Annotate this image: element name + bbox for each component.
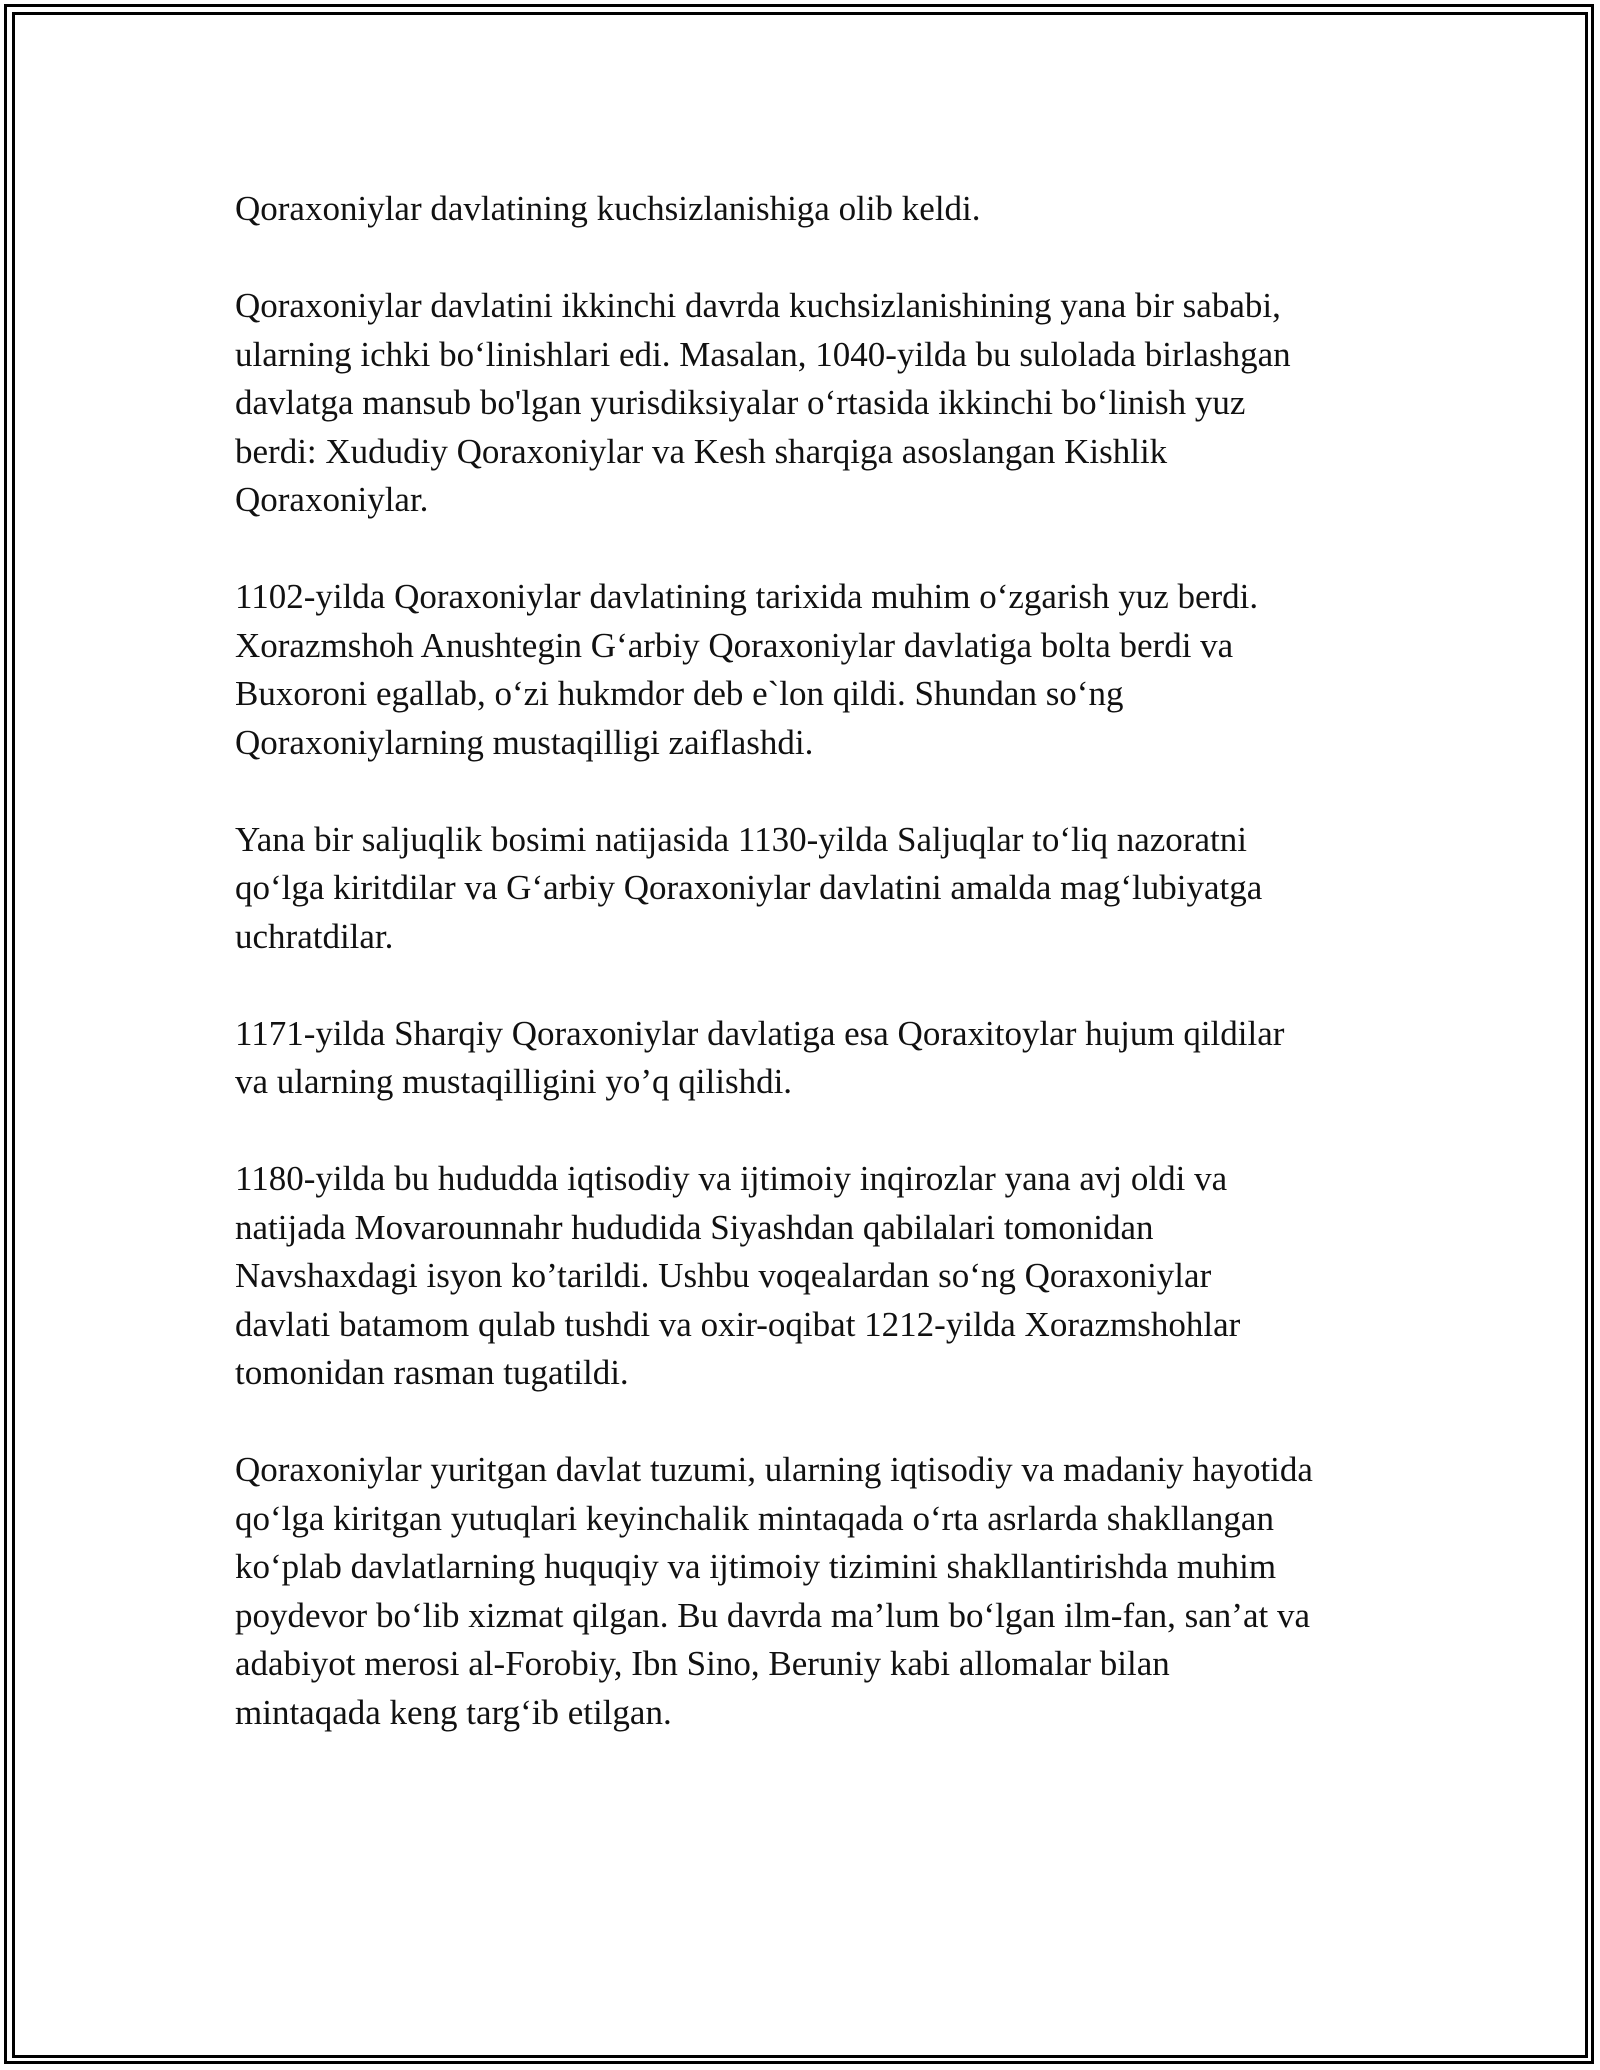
text-line: Qoraxoniylar yuritgan davlat tuzumi, ularning iqtisodiy va madaniy hayotida (235, 1450, 1313, 1489)
paragraph-6 (235, 1155, 1385, 1398)
text-line: uchratdilar. (235, 916, 394, 956)
text-line: 1102-yilda Qoraxoniylar davlatining tarixida muhim o‘zgarish yuz berdi. (235, 577, 1259, 616)
text-line: Yana bir saljuqlik bosimi natijasida 1130-yilda Saljuqlar to‘liq nazoratni (235, 819, 1247, 859)
text-line: va ularning mustaqilligini yo’q qilishdi. (235, 1062, 793, 1101)
text-line: qo‘lga kiritdilar va G‘arbiy Qoraxoniylar davlatini amalda mag‘lubiyatga (235, 868, 1263, 907)
paragraph-1 (235, 185, 1385, 234)
text-line: ko‘plab davlatlarning huquqiy va ijtimoiy tizimini shakllantirishda muhim (235, 1547, 1277, 1586)
text-line: 1180-yilda bu hududda iqtisodiy va ijtimoiy inqirozlar yana avj oldi va (235, 1159, 1228, 1198)
text-line: natijada Movarounnahr hududida Siyashdan qabilalari tomonidan (235, 1207, 1154, 1247)
paragraph-7 (235, 1446, 1385, 1737)
paragraph-3 (235, 573, 1385, 767)
text-line: tomonidan rasman tugatildi. (235, 1353, 629, 1392)
text-line: qo‘lga kiritgan yutuqlari keyinchalik mintaqada o‘rta asrlarda shakllangan (235, 1498, 1274, 1538)
text-line: poydevor bo‘lib xizmat qilgan. Bu davrda ma’lum bo‘lgan ilm-fan, san’at va (235, 1595, 1310, 1635)
text-line: Qoraxoniylar davlatini ikkinchi davrda kuchsizlanishining yana bir sababi, (235, 286, 1281, 325)
paragraph-2 (235, 282, 1385, 525)
text-line: davlati batamom qulab tushdi va oxir-oqibat 1212-yilda Xorazmshohlar (235, 1304, 1241, 1344)
text-line: 1171-yilda Sharqiy Qoraxoniylar davlatiga esa Qoraxitoylar hujum qildilar (235, 1013, 1285, 1053)
paragraph-5 (235, 1010, 1385, 1107)
paragraph-4 (235, 816, 1385, 962)
text-line: Navshaxdagi isyon ko’tarildi. Ushbu voqealardan so‘ng Qoraxoniylar (235, 1256, 1212, 1295)
document-body (235, 185, 1385, 1786)
text-line: Qoraxoniylar davlatining kuchsizlanishiga olib keldi. (235, 189, 981, 228)
text-line: ularning ichki bo‘linishlari edi. Masalan, 1040-yilda bu sulolada birlashgan (235, 334, 1291, 374)
text-line: Qoraxoniylar. (235, 480, 429, 519)
text-line: berdi: Xududiy Qoraxoniylar va Kesh sharqiga asoslangan Kishlik (235, 431, 1168, 471)
text-line: mintaqada keng targ‘ib etilgan. (235, 1692, 672, 1732)
text-line: davlatga mansub bo'lgan yurisdiksiyalar o‘rtasida ikkinchi bo‘linish yuz (235, 383, 1246, 422)
text-line: adabiyot merosi al-Forobiy, Ibn Sino, Beruniy kabi allomalar bilan (235, 1644, 1170, 1683)
text-line: Buxoroni egallab, o‘zi hukmdor deb e`lon qildi. Shundan so‘ng (235, 674, 1124, 713)
text-line: Xorazmshoh Anushtegin G‘arbiy Qoraxoniylar davlatiga bolta berdi va (235, 625, 1234, 665)
text-line: Qoraxoniylarning mustaqilligi zaiflashdi. (235, 722, 814, 762)
